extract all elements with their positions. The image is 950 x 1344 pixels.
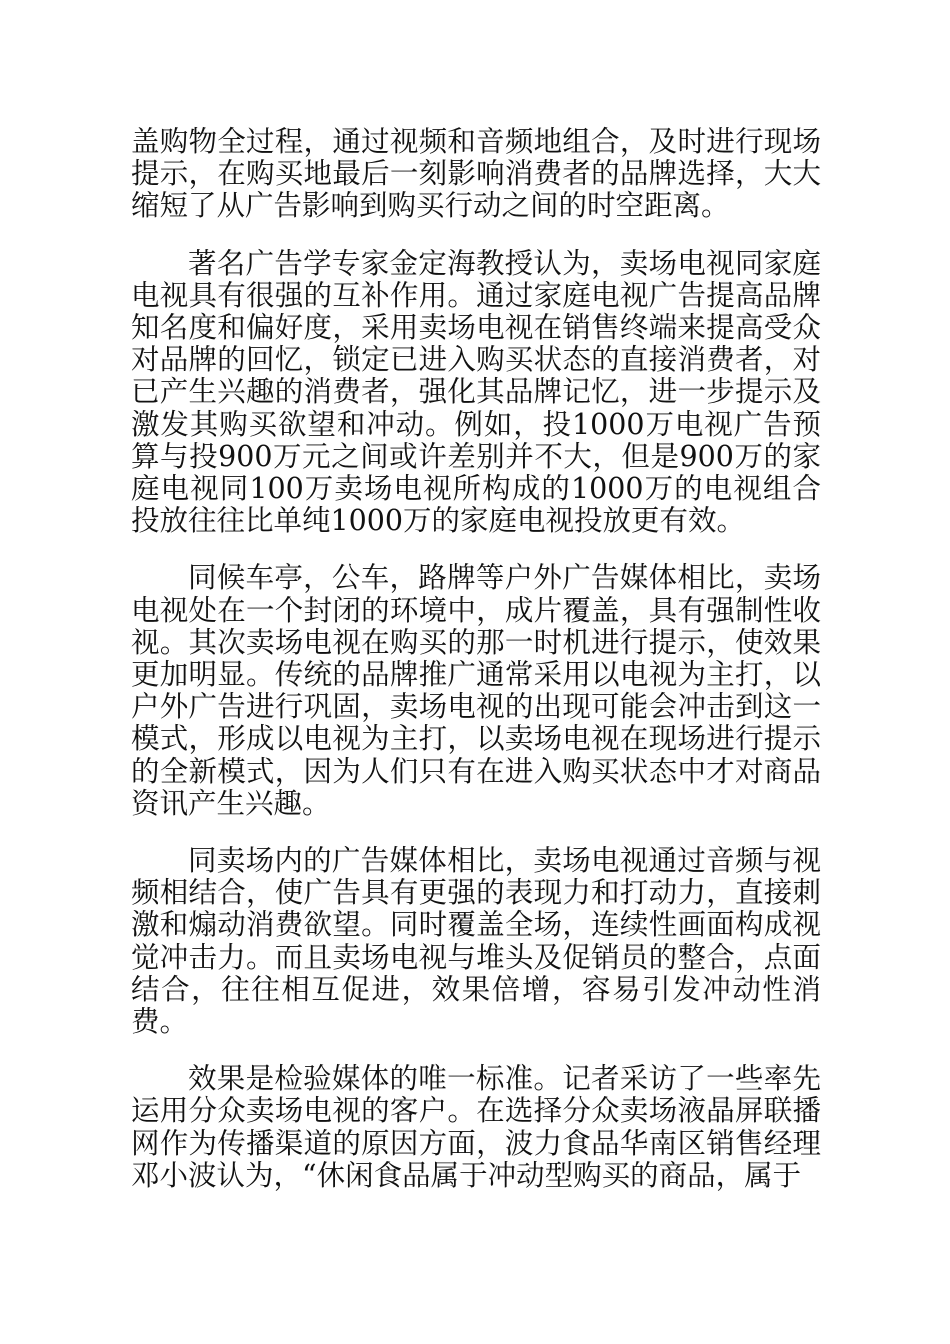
paragraph-3: 同候车亭，公车，路牌等户外广告媒体相比，卖场电视处在一个封闭的环境中，成片覆盖，具有强制性收视。其次卖场电视在购买的那一时机进行提示，使效果更加明显。传统的品牌推广通常采用以电视为主打，以户外广告进行巩固，卖场电视的出现可能会冲击到这一模式，形成以电视为主打，以卖场电视在现场进行提示的全新模式，因为人们只有在进入购买状态中才对商品资讯产生兴趣。 xyxy=(131,561,821,820)
paragraph-4: 同卖场内的广告媒体相比，卖场电视通过音频与视频相结合，使广告具有更强的表现力和打动力，直接刺激和煽动消费欲望。同时覆盖全场，连续性画面构成视觉冲击力。而且卖场电视与堆头及促销员的整合，点面结合，往往相互促进，效果倍增，容易引发冲动性消费。 xyxy=(131,844,821,1039)
document-body xyxy=(131,126,821,1217)
paragraph-2: 著名广告学专家金定海教授认为，卖场电视同家庭电视具有很强的互补作用。通过家庭电视广告提高品牌知名度和偏好度，采用卖场电视在销售终端来提高受众对品牌的回忆，锁定已进入购买状态的直接消费者，对已产生兴趣的消费者，强化其品牌记忆，进一步提示及激发其购买欲望和冲动。例如，投1000万电视广告预算与投900万元之间或许差别并不大，但是900万的家庭电视同100万卖场电视所构成的1000万的电视组合投放往往比单纯1000万的家庭电视投放更有效。 xyxy=(131,246,821,538)
paragraph-1: 盖购物全过程，通过视频和音频地组合，及时进行现场提示，在购买地最后一刻影响消费者的品牌选择，大大缩短了从广告影响到购买行动之间的时空距离。 xyxy=(131,125,821,223)
paragraph-5: 效果是检验媒体的唯一标准。记者采访了一些率先运用分众卖场电视的客户。在选择分众卖场液晶屏联播网作为传播渠道的原因方面，波力食品华南区销售经理邓小波认为，“休闲食品属于冲动型购买的商品，属于 xyxy=(131,1062,821,1192)
